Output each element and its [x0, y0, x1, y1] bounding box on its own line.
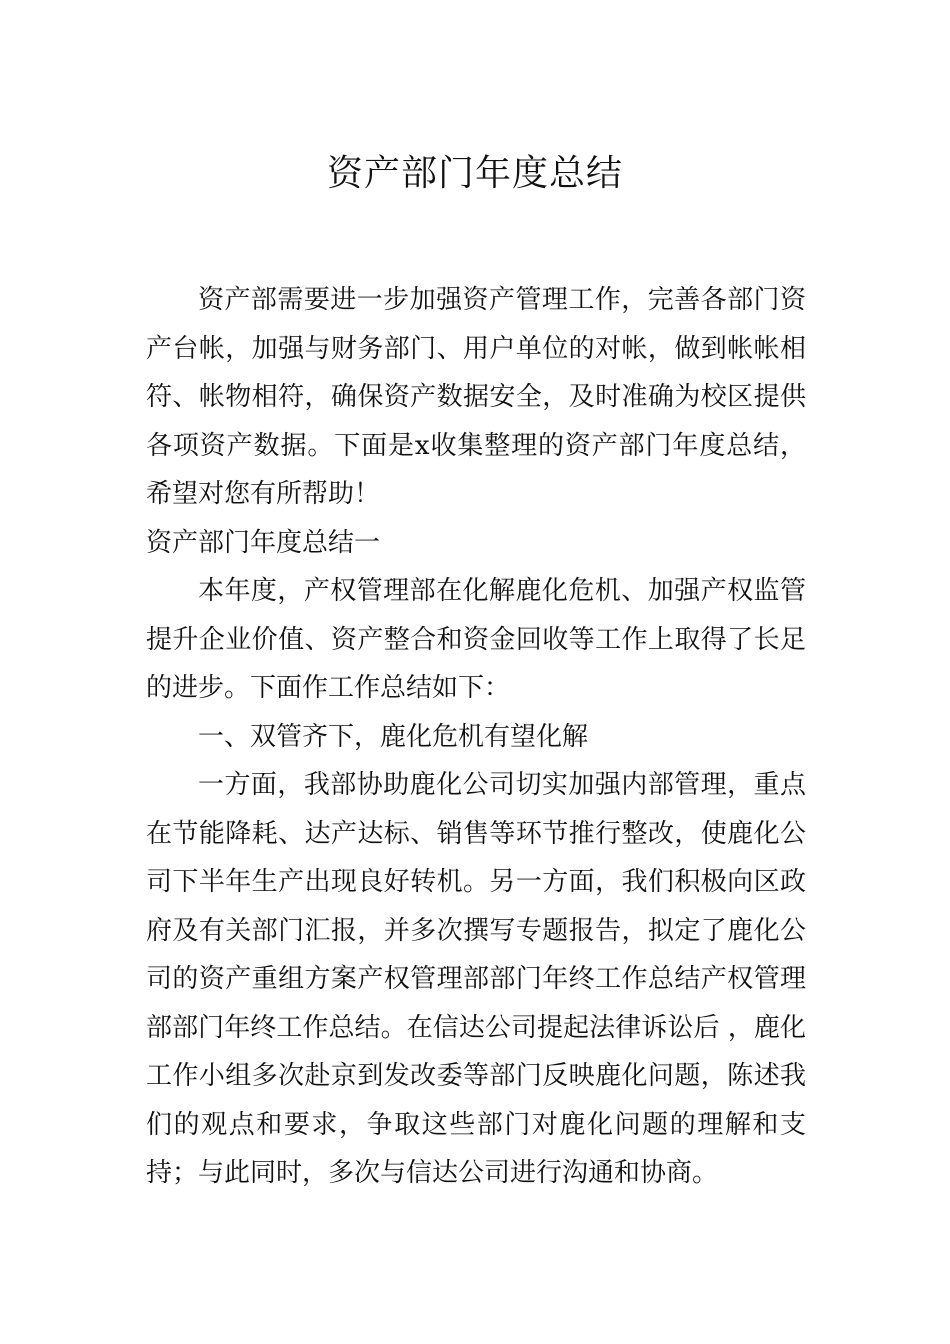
document-body: [146, 276, 806, 1198]
intro-paragraph: 资产部需要进一步加强资产管理工作，完善各部门资产台帐，加强与财务部门、用户单位的对帐，做到帐帐相符、帐物相符，确保资产数据安全，及时准确为校区提供各项资产数据。下面是x收集整理的资产部门年度总结，希望对您有所帮助！: [146, 285, 806, 509]
page-title: 资产部门年度总结: [326, 153, 623, 195]
body-paragraph: 本年度，产权管理部在化解鹿化危机、加强产权监管提升企业价值、资产整合和资金回收等工作上取得了长足的进步。下面作工作总结如下：: [146, 576, 806, 703]
body-paragraph: 一方面，我部协助鹿化公司切实加强内部管理，重点在节能降耗、达产达标、销售等环节推行整改，使鹿化公司下半年生产出现良好转机。另一方面，我们积极向区政府及有关部门汇报，并多次撰写专题报告，拟定了鹿化公司的资产重组方案产权管理部部门年终工作总结产权管理部部门年终工作总结。在信达公司提起法律诉讼后 ，鹿化工作小组多次赴京到发改委等部门反映鹿化问题，陈述我们的观点和要求，争取这些部门对鹿化问题的理解和支持；与此同时，多次与信达公司进行沟通和协商。: [146, 770, 806, 1188]
section-heading: 资产部门年度总结一: [146, 527, 381, 558]
subheading: 一、双管齐下，鹿化危机有望化解: [198, 721, 589, 752]
